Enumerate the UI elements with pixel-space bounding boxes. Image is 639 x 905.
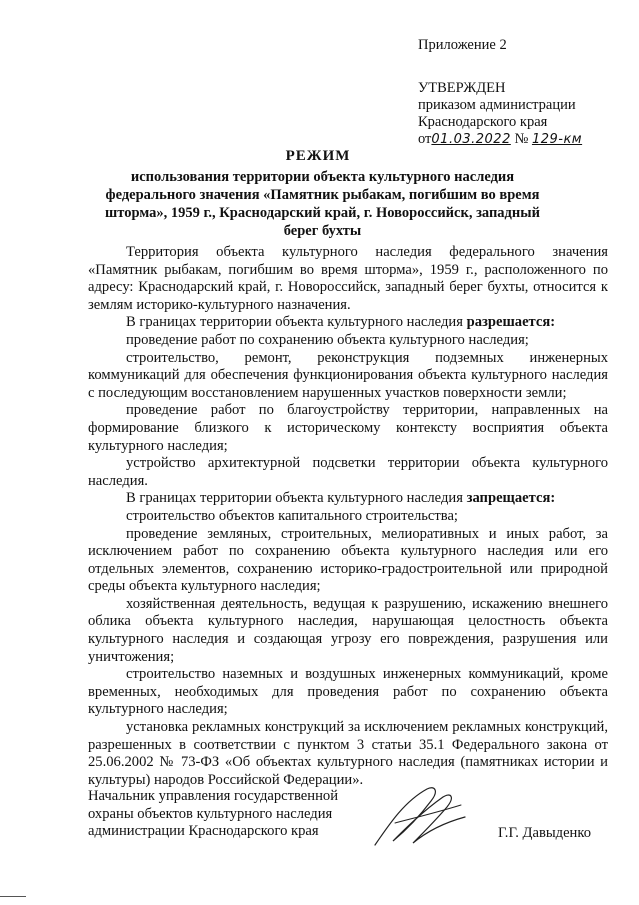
- order-line-1: приказом администрации: [418, 97, 576, 113]
- allowed-item: проведение работ по благоустройству территории, направленных на формирование близкого к историческому контексту восприятия объекта культурного наследия;: [88, 402, 608, 454]
- forbidden-keyword: запрещается:: [466, 490, 556, 507]
- document-title: РЕЖИМ: [285, 148, 351, 164]
- allowed-item: устройство архитектурной подсветки территории объекта культурного наследия.: [88, 455, 608, 489]
- handwritten-signature: [365, 783, 475, 853]
- order-date-number: [418, 131, 582, 148]
- forbidden-intro: В границах территории объекта культурного наследия: [126, 490, 463, 507]
- paragraph-territory: Территория объекта культурного наследия федерального значения «Памятник рыбакам, погибшим во время шторма», 1959 г., расположенного по адресу: Краснодарский край, г. Новороссийск, западный берег бухты, относится к землям историко-культурного назначения.: [88, 244, 608, 313]
- allowed-intro: В границах территории объекта культурного наследия: [126, 314, 463, 331]
- number-prefix: №: [514, 131, 529, 147]
- forbidden-item: установка рекламных конструкций за исключением рекламных конструкций, разрешенных в соответствии с пунктом 3 статьи 35.1 Федерального закона от 25.06.2002 № 73-ФЗ «Об объектах культурного наследия (памятниках истории и культуры) народов Российской Федерации».: [88, 719, 608, 788]
- forbidden-item: хозяйственная деятельность, ведущая к разрушению, искажению внешнего облика объекта культурного наследия, нарушающая целостность объекта культурного наследия и создающая угрозу его повреждения, разрушения или уничтожения;: [88, 595, 608, 665]
- forbidden-item: строительство объектов капитального строительства;: [126, 507, 458, 524]
- order-line-2: Краснодарского края: [418, 114, 548, 130]
- signer-position-line: администрации Краснодарского края: [88, 823, 319, 840]
- forbidden-item: проведение земляных, строительных, мелиоративных и иных работ, за исключением работ по сохранению объекта культурного наследия или его отдельных элементов, сохранению историко-градостроительной или природной среды объекта культурного наследия;: [88, 525, 608, 595]
- appendix-label: Приложение 2: [418, 37, 507, 53]
- allowed-item: проведение работ по сохранению объекта культурного наследия;: [126, 331, 529, 348]
- scan-edge-mark: [0, 896, 26, 897]
- signer-position: [88, 788, 388, 841]
- handwritten-number: 129-км: [531, 132, 583, 147]
- forbidden-heading: [88, 490, 608, 508]
- signer-name: Г.Г. Давыденко: [498, 825, 592, 841]
- signer-position-line: охраны объектов культурного наследия: [88, 805, 333, 822]
- allowed-heading: [88, 314, 608, 332]
- signer-position-line: Начальник управления государственной: [88, 788, 339, 804]
- allowed-item: строительство, ремонт, реконструкция подземных инженерных коммуникаций для обеспечения функционирования объекта культурного наследия с последующим восстановлением нарушенных участков поверхности земли;: [88, 349, 608, 401]
- allowed-keyword: разрешается:: [466, 314, 556, 331]
- forbidden-item: строительство наземных и воздушных инженерных коммуникаций, кроме временных, необходимых для проведения работ по сохранению объекта культурного наследия;: [88, 666, 608, 718]
- date-prefix: от: [418, 131, 432, 147]
- handwritten-date: 01.03.2022: [431, 132, 511, 147]
- document-body: [88, 244, 608, 789]
- approval-block: [418, 80, 582, 148]
- document-subtitle: использования территории объекта культурного наследия федерального значения «Памятник рыбакам, погибшим во время шторма», 1959 г., Краснодарский край, г. Новороссийск, западный берег бухты: [105, 169, 540, 239]
- approved-heading: УТВЕРЖДЕН: [418, 80, 506, 96]
